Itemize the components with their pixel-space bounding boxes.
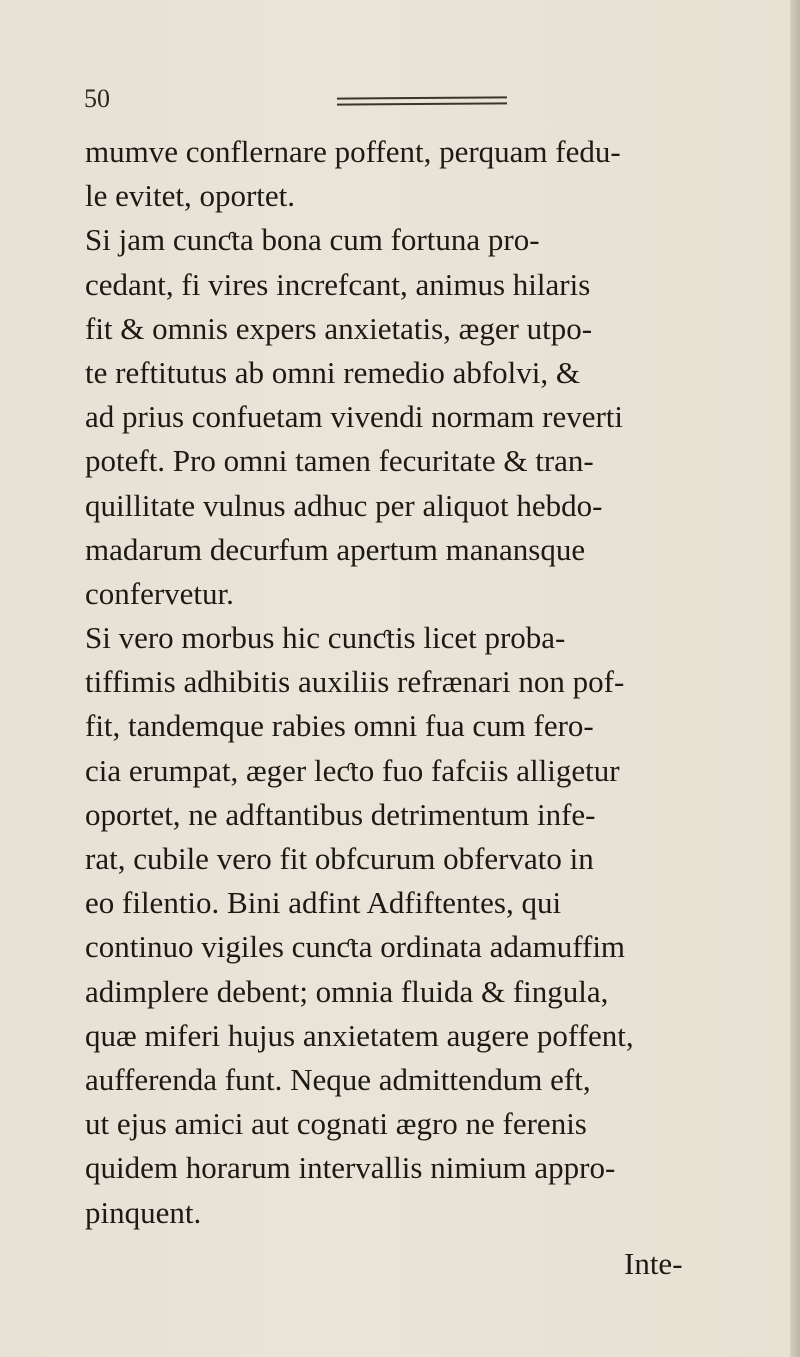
text-line: quæ miferi hujus anxietatem augere poffent,	[85, 1017, 634, 1053]
text-line: ut ejus amici aut cognati ægro ne ferenis	[85, 1106, 587, 1142]
text-line: le evitet, oportet.	[85, 178, 296, 214]
text-line: adimplere debent; omnia fluida & fingula,	[85, 973, 609, 1009]
text-line: poteft. Pro omni tamen fecuritate & tran-	[85, 443, 594, 479]
text-line: quillitate vulnus adhuc per aliquot hebdo-	[85, 487, 603, 523]
text-line: pinquent.	[85, 1194, 202, 1230]
text-line: te reftitutus ab omni remedio abfolvi, &	[85, 354, 581, 390]
text-line: oportet, ne adftantibus detrimentum infe-	[85, 796, 596, 832]
text-line: ad prius confuetam vivendi normam reverti	[85, 399, 624, 435]
text-line: Si jam cunƈta bona cum fortuna pro-	[85, 222, 540, 258]
text-line: aufferenda funt. Neque admittendum eft,	[85, 1061, 591, 1097]
page-number: 50	[84, 84, 110, 113]
header-rule	[337, 96, 507, 105]
text-line: tiffimis adhibitis auxiliis refrænari non pof-	[85, 664, 625, 700]
text-line: fit, tandemque rabies omni fua cum fero-	[85, 708, 594, 744]
page-header	[82, 84, 642, 124]
catchword: Inte-	[624, 1246, 683, 1281]
text-line: Si vero morbus hic cunƈtis licet proba-	[85, 620, 566, 656]
page-edge	[790, 0, 800, 1357]
text-line: confervetur.	[85, 575, 234, 611]
body-text	[85, 130, 775, 1235]
text-line: rat, cubile vero fit obfcurum obfervato in	[85, 841, 594, 876]
text-line: eo filentio. Bini adfint Adfiftentes, qui	[85, 885, 562, 921]
text-line: continuo vigiles cunƈta ordinata adamuffim	[85, 929, 626, 965]
text-line: fit & omnis expers anxietatis, æger utpo-	[85, 310, 593, 346]
text-line: madarum decurfum apertum manansque	[85, 531, 586, 567]
text-line: cia erumpat, æger leƈto fuo fafciis alligetur	[85, 752, 620, 788]
text-line: cedant, fi vires increfcant, animus hilaris	[85, 266, 591, 302]
text-line: mumve conflernare poffent, perquam fedu-	[85, 134, 621, 169]
text-line: quidem horarum intervallis nimium appro-	[85, 1150, 616, 1186]
